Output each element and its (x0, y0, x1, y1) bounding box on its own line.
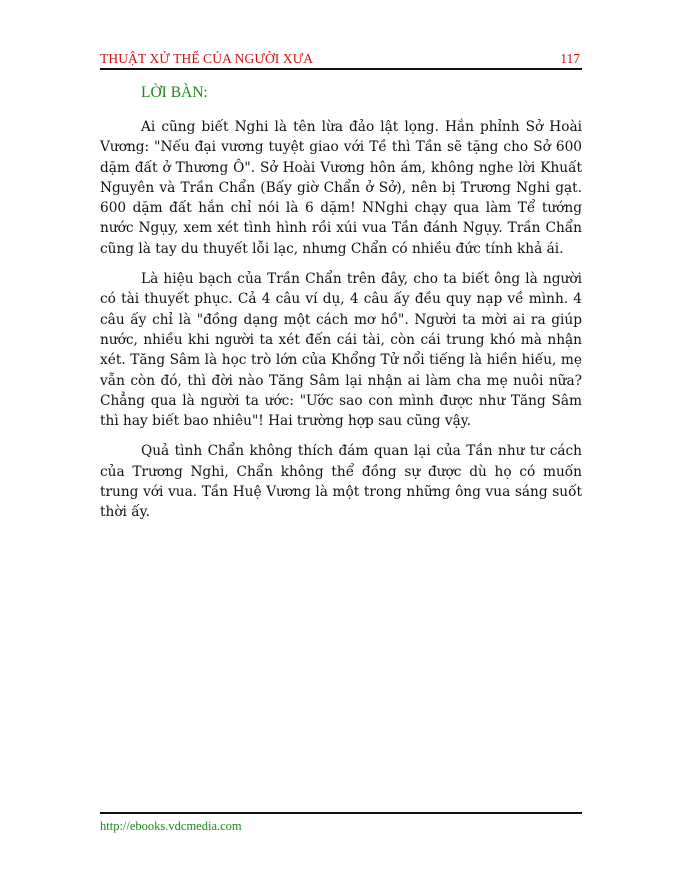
page-number: 117 (560, 51, 580, 66)
footer-divider (100, 812, 582, 814)
paragraph-3: Quả tình Chẩn không thích đám quan lại của Tần như tư cách của Trương Nghi, Chẩn không thể đồng sự được dù họ có muốn trung với vua. Tần Huệ Vương là một trong những ông vua sáng suốt thời ấy. (100, 443, 582, 521)
body-text (100, 117, 582, 533)
footer-url-link[interactable]: http://ebooks.vdcmedia.com (100, 819, 242, 833)
header-divider (100, 68, 582, 70)
book-title: THUẬT XỬ THẾ CỦA NGƯỜI XƯA (100, 51, 314, 66)
running-header (100, 48, 582, 68)
paragraph-2: Là hiệu bạch của Trần Chẩn trên đây, cho ta biết ông là người có tài thuyết phục. Cả 4 câu ví dụ, 4 câu ấy đều quy nạp về mình. 4 câu ấy chỉ là "đồng dạng một cách mơ hồ". Người ta mời ai ra giúp nước, nhiều khi người ta xét đến cái tài, còn cái trung khó mà nhận xét. Tăng Sâm là học trò lớn của Khổng Tử nổi tiếng là hiền hiếu, mẹ vẫn còn đó, thì đời nào Tăng Sâm lại nhận ai làm cha mẹ nuôi nữa? Chẳng qua là người ta ước: "Ước sao con mình được như Tăng Sâm thì hay biết bao nhiêu"! Hai trường hợp sau cũng vậy. (100, 271, 582, 430)
paragraph-1: Ai cũng biết Nghi là tên lừa đảo lật lọng. Hắn phỉnh Sở Hoài Vương: "Nếu đại vương tuyệt giao với Tề thì Tần sẽ tặng cho Sở 600 dặm đất ở Thương Ô". Sở Hoài Vương hôn ám, không nghe lời Khuất Nguyên và Trần Chẩn (Bấy giờ Chẩn ở Sở), nên bị Trương Nghi gạt. 600 dặm đất hắn chỉ nói là 6 dặm! NNghi chạy qua làm Tể tướng nước Ngụy, xem xét tình hình rồi xúi vua Tần đánh Ngụy. Trần Chẩn cũng là tay du thuyết lỗi lạc, nhưng Chẩn có nhiều đức tính khả ái. (100, 119, 582, 257)
section-heading: LỜI BÀN: (141, 84, 208, 101)
